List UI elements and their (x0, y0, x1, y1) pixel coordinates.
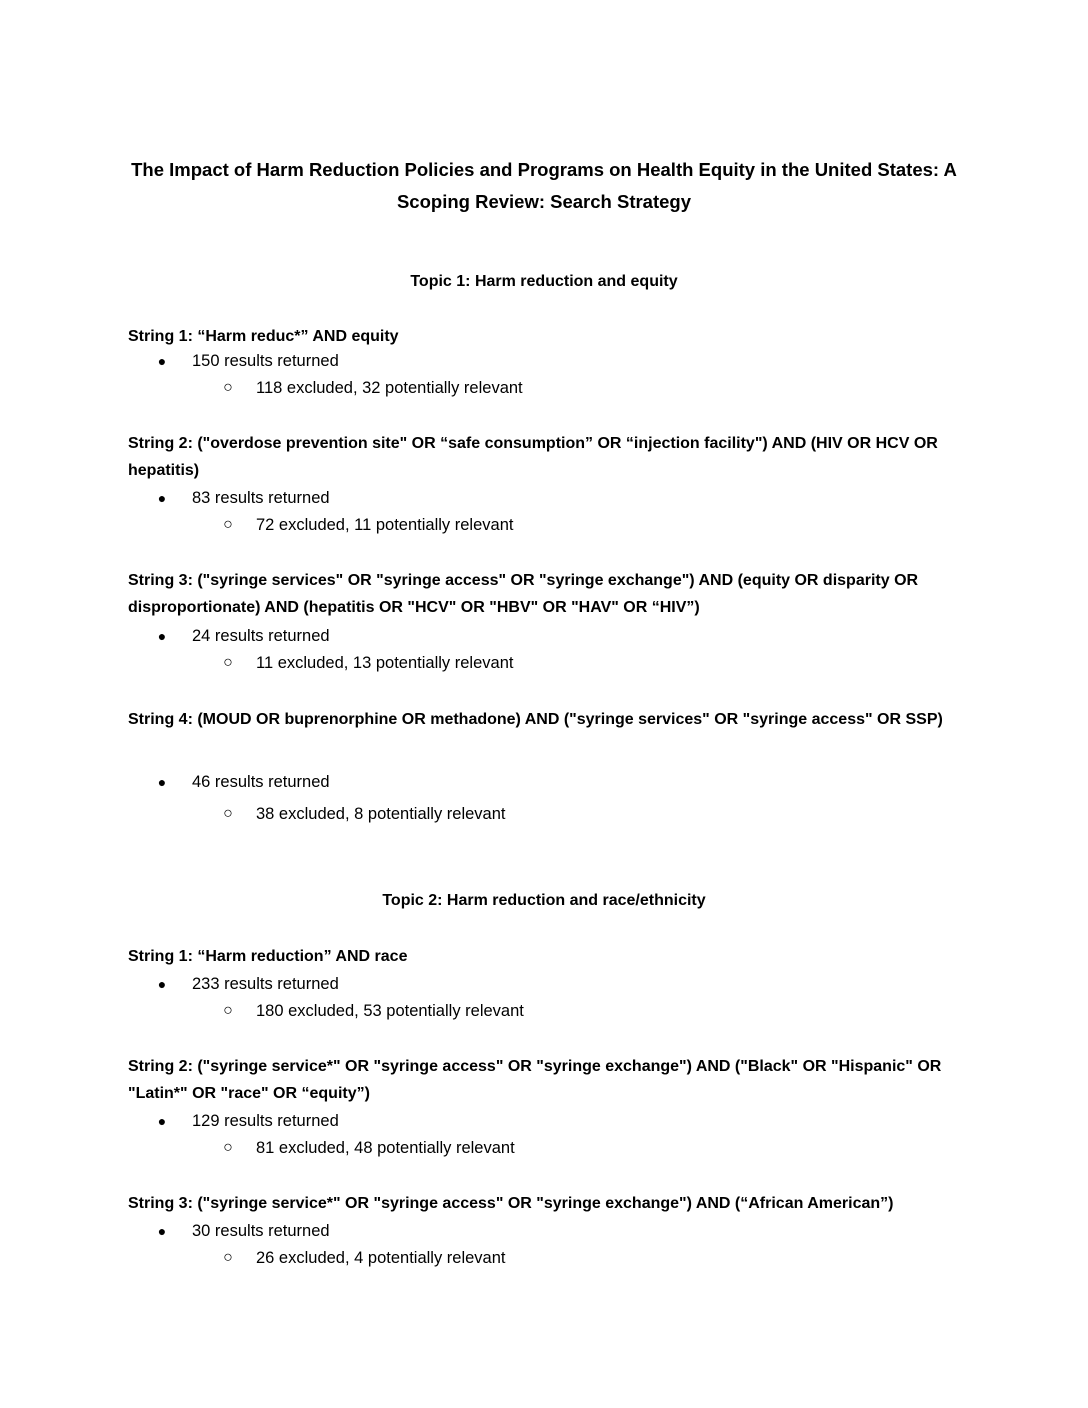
topic-1-string-1-query: String 1: “Harm reduc*” AND equity (128, 328, 399, 345)
topic-1-string-4-results (128, 771, 968, 793)
topic-2-string-3-results (128, 1220, 968, 1242)
bullet-icon: ● (157, 628, 167, 644)
screening-breakdown: 81 excluded, 48 potentially relevant (256, 1139, 515, 1157)
topic-2-string-2-query: String 2: ("syringe service*" OR "syringe access" OR "syringe exchange") AND ("Black" OR "Hispanic" OR "Latin*" OR "race" OR “equity”) (128, 1058, 942, 1102)
sub-bullet-icon: ○ (223, 654, 233, 671)
bullet-icon: ● (157, 774, 167, 790)
sub-bullet-icon: ○ (223, 1002, 233, 1019)
document-title: The Impact of Harm Reduction Policies and Programs on Health Equity in the United States: A Scoping Review: Search Strategy (131, 159, 957, 212)
topic-1-string-3-results (128, 625, 968, 647)
screening-breakdown: 11 excluded, 13 potentially relevant (256, 654, 514, 672)
bullet-icon: ● (157, 490, 167, 506)
topic-2-string-2-breakdown (128, 1137, 968, 1159)
results-count: 46 results returned (192, 773, 330, 791)
screening-breakdown: 38 excluded, 8 potentially relevant (256, 805, 506, 823)
topic-1-string-3-breakdown (128, 652, 968, 674)
sub-bullet-icon: ○ (223, 1249, 233, 1266)
topic-1-string-2-results (128, 487, 968, 509)
topic-2-string-2-results (128, 1110, 968, 1132)
topic-2-heading: Topic 2: Harm reduction and race/ethnicity (382, 892, 706, 909)
sub-bullet-icon: ○ (223, 805, 233, 822)
topic-1-heading: Topic 1: Harm reduction and equity (410, 273, 678, 290)
bullet-icon: ● (157, 353, 167, 369)
results-count: 129 results returned (192, 1112, 339, 1130)
results-count: 150 results returned (192, 352, 339, 370)
sub-bullet-icon: ○ (223, 516, 233, 533)
sub-bullet-icon: ○ (223, 379, 233, 396)
bullet-icon: ● (157, 1113, 167, 1129)
topic-1-string-1-results (128, 350, 968, 372)
screening-breakdown: 180 excluded, 53 potentially relevant (256, 1002, 524, 1020)
topic-1-string-1-breakdown (128, 377, 968, 399)
results-count: 30 results returned (192, 1222, 330, 1240)
topic-1-string-3-query: String 3: ("syringe services" OR "syringe access" OR "syringe exchange") AND (equity OR disparity OR disproportionate) AND (hepatitis OR "HCV" OR "HBV" OR "HAV" OR “HIV”) (128, 572, 919, 616)
topic-2-string-1-query: String 1: “Harm reduction” AND race (128, 948, 408, 965)
topic-1-string-4-query: String 4: (MOUD OR buprenorphine OR methadone) AND ("syringe services" OR "syringe access" OR SSP) (128, 711, 943, 728)
bullet-icon: ● (157, 1223, 167, 1239)
screening-breakdown: 118 excluded, 32 potentially relevant (256, 379, 523, 397)
bullet-icon: ● (157, 976, 167, 992)
topic-2-string-1-breakdown (128, 1000, 968, 1022)
topic-2-string-3-breakdown (128, 1247, 968, 1269)
topic-1-string-2-breakdown (128, 514, 968, 536)
results-count: 83 results returned (192, 489, 330, 507)
screening-breakdown: 26 excluded, 4 potentially relevant (256, 1249, 506, 1267)
topic-2-string-1-results (128, 973, 968, 995)
results-count: 233 results returned (192, 975, 339, 993)
topic-2-string-3-query: String 3: ("syringe service*" OR "syringe access" OR "syringe exchange") AND (“African American”) (128, 1195, 894, 1212)
results-count: 24 results returned (192, 627, 330, 645)
topic-1-string-4-breakdown (128, 803, 968, 825)
topic-1-string-2-query: String 2: ("overdose prevention site" OR “safe consumption” OR “injection facility") AND (HIV OR HCV OR hepatitis) (128, 435, 938, 479)
screening-breakdown: 72 excluded, 11 potentially relevant (256, 516, 514, 534)
sub-bullet-icon: ○ (223, 1139, 233, 1156)
